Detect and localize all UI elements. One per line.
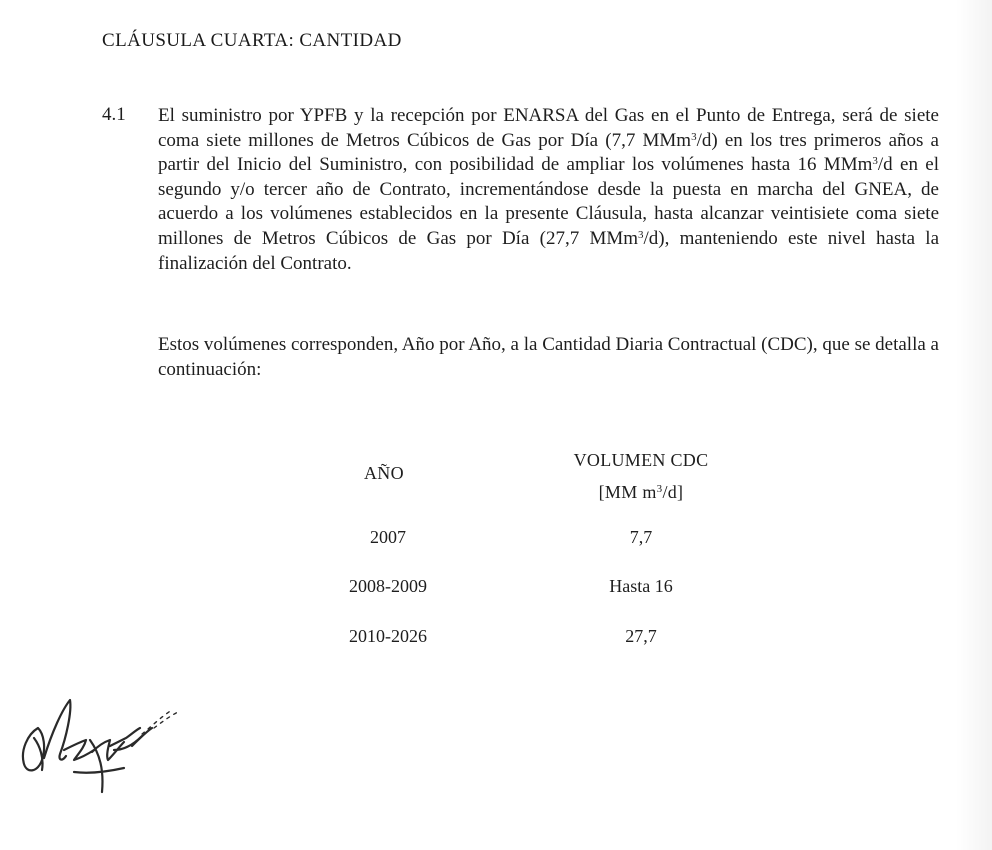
clause-paragraph-supply (158, 104, 939, 276)
paragraph-text: /d), manteniendo este nivel hasta la finalización del Contrato. (158, 227, 939, 274)
table-cell-year: 2007 (370, 527, 406, 547)
table-cell-year: 2010-2026 (349, 626, 427, 646)
clause-number: 4.1 (102, 104, 126, 125)
table-cell-volume: 27,7 (625, 626, 657, 646)
paragraph-text: /d en el segundo y/o tercer año de Contrato, incrementándose desde la puesta en marcha del GNEA, de acuerdo a los volúmenes establecidos en la presente Cláusula, hasta alcanzar veintisiete coma siete millones de Metros Cúbicos de Gas por Día (27,7 MMm (158, 154, 939, 249)
superscript: 3 (638, 228, 644, 241)
table-cell-volume: 7,7 (629, 527, 653, 547)
unit-text: /d] (662, 482, 684, 502)
superscript: 3 (691, 130, 697, 143)
superscript: 3 (656, 483, 663, 495)
handwritten-signature-icon (14, 688, 184, 800)
cdc-volume-table (300, 440, 770, 660)
scan-edge-shade (956, 0, 992, 850)
paragraph-text: El suministro por YPFB y la recepción por ENARSA del Gas en el Punto de Entrega, será de siete coma siete millones de Metros Cúbicos de Gas por Día (7,7 MMm (158, 105, 939, 151)
table-header-volume-title: VOLUMEN CDC (573, 450, 709, 470)
clause-paragraph-volumes: Estos volúmenes corresponden, Año por Año, a la Cantidad Diaria Contractual (CDC), que se detalla a continuación: (158, 334, 939, 380)
paragraph-text: /d) en los tres primeros años a partir del Inicio del Suministro, con posibilidad de ampliar los volúmenes hasta 16 MMm (158, 129, 939, 176)
superscript: 3 (872, 155, 878, 168)
table-cell-volume: Hasta 16 (609, 576, 673, 596)
table-header-volume (556, 444, 726, 508)
clause-heading: CLÁUSULA CUARTA: CANTIDAD (102, 30, 402, 51)
table-header-volume-unit (556, 476, 726, 508)
unit-text: [MM m (598, 482, 657, 502)
table-header-year: AÑO (364, 463, 404, 483)
table-cell-year: 2008-2009 (349, 576, 427, 596)
